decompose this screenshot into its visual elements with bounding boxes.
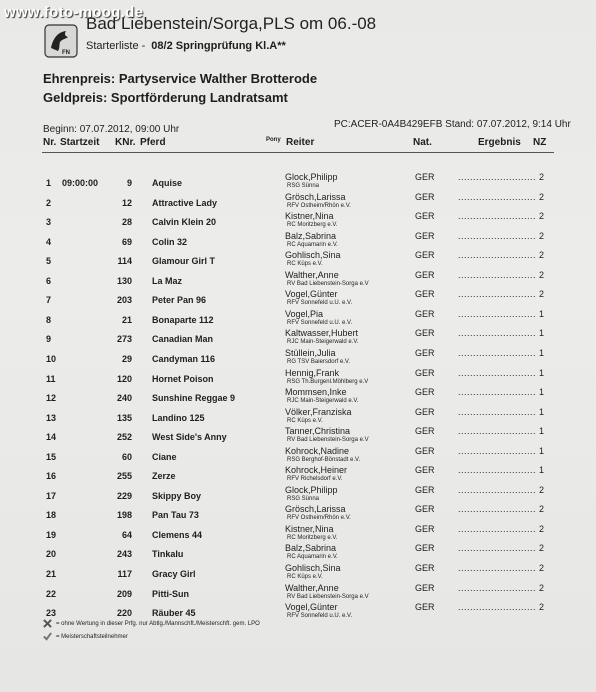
- legend-item: [43, 619, 260, 628]
- nation: GER: [415, 230, 435, 241]
- club-name: RV Bad Liebenstein-Sorga e.V: [287, 593, 369, 600]
- horse-name: Attractive Lady: [152, 197, 218, 208]
- result-placeholder: ..........................: [458, 347, 537, 358]
- nz-value: 2: [539, 504, 545, 515]
- table-row: [0, 563, 596, 583]
- result-placeholder: ..........................: [458, 328, 537, 339]
- nz-value: 2: [539, 230, 545, 241]
- club-name: RC Küps e.V.: [287, 417, 323, 424]
- horse-name: Pan Tau 73: [152, 510, 199, 521]
- start-number: 16: [46, 471, 57, 482]
- result-placeholder: ..........................: [458, 523, 537, 534]
- rider-name: Kaltwasser,Hubert: [285, 328, 359, 339]
- competitor-number: 255: [116, 471, 132, 482]
- honor-prize: Ehrenpreis: Partyservice Walther Brotterode: [43, 71, 318, 86]
- header-nz: NZ: [533, 137, 547, 148]
- rider-name: Stüllein,Julia: [285, 347, 336, 358]
- club-name: RFV Sonnefeld u.U. e.V.: [287, 300, 353, 307]
- competitor-number: 243: [116, 549, 132, 560]
- start-number: 8: [46, 314, 52, 325]
- watermark: www.foto-moog.de: [4, 4, 144, 21]
- club-name: RFV Sonnefeld u.U. e.V.: [287, 319, 353, 326]
- rider-name: Vogel,Pia: [285, 308, 324, 319]
- horse-name: West Side's Anny: [152, 432, 227, 443]
- nz-value: 1: [539, 465, 545, 476]
- competitor-number: 29: [121, 353, 132, 364]
- nz-value: 1: [539, 406, 545, 417]
- nation: GER: [415, 328, 435, 339]
- table-row: [0, 583, 596, 603]
- start-number: 1: [46, 178, 52, 188]
- rider-name: Walther,Anne: [285, 582, 339, 593]
- table-row: [0, 446, 596, 466]
- legend-text: = Meisterschaftsteilnehmer: [56, 634, 128, 641]
- result-placeholder: ..........................: [458, 465, 537, 476]
- club-name: RV Bad Liebenstein-Sorga e.V: [287, 280, 369, 287]
- result-placeholder: ..........................: [458, 602, 537, 613]
- start-number: 15: [46, 451, 57, 462]
- begin-time: Beginn: 07.07.2012, 09:00 Uhr: [43, 124, 180, 135]
- start-number: 2: [46, 197, 52, 208]
- club-name: RC Moritzberg e.V.: [287, 222, 338, 229]
- cross-icon: [43, 619, 52, 628]
- result-placeholder: ..........................: [458, 543, 537, 554]
- rider-name: Mommsen,Inke: [285, 387, 347, 398]
- horse-name: Pitti-Sun: [152, 588, 189, 599]
- table-row: [0, 289, 596, 309]
- competitor-number: 198: [116, 510, 132, 521]
- start-number: 13: [46, 412, 57, 423]
- header-nr: Nr.: [43, 137, 57, 148]
- nz-value: 2: [539, 563, 545, 573]
- start-number: 23: [46, 608, 57, 619]
- competitor-number: 28: [121, 217, 132, 228]
- rider-name: Walther,Anne: [285, 269, 339, 280]
- nation: GER: [415, 347, 435, 358]
- horse-name: Gracy Girl: [152, 569, 196, 579]
- nation: GER: [415, 191, 435, 202]
- start-number: 6: [46, 275, 52, 286]
- result-placeholder: ..........................: [458, 191, 537, 202]
- horse-name: Tinkalu: [152, 549, 184, 560]
- result-placeholder: ..........................: [458, 406, 537, 417]
- nz-value: 1: [539, 328, 545, 339]
- horse-name: Zerze: [152, 471, 176, 482]
- nz-value: 2: [539, 172, 545, 182]
- header-ergebnis: Ergebnis: [478, 137, 521, 148]
- result-placeholder: ..........................: [458, 211, 537, 222]
- start-number: 5: [46, 256, 52, 267]
- fn-logo-icon: [44, 24, 78, 58]
- club-name: RC Moritzberg e.V.: [287, 534, 338, 541]
- nz-value: 2: [539, 484, 545, 495]
- table-row: [0, 231, 596, 251]
- rider-name: Vogel,Günter: [285, 602, 338, 613]
- horse-name: Peter Pan 96: [152, 295, 207, 306]
- horse-name: Ciane: [152, 451, 177, 462]
- table-row: [0, 407, 596, 427]
- result-placeholder: ..........................: [458, 250, 537, 261]
- rider-name: Grösch,Larissa: [285, 191, 346, 202]
- start-number: 10: [46, 353, 57, 364]
- nation: GER: [415, 250, 435, 261]
- event-title: Bad Liebenstein/Sorga,PLS om 06.-08: [86, 14, 377, 33]
- nation: GER: [415, 523, 435, 534]
- nz-value: 1: [539, 445, 545, 456]
- header-divider: [42, 152, 554, 153]
- competitor-number: 60: [121, 451, 132, 462]
- horse-name: Hornet Poison: [152, 373, 214, 384]
- horse-name: Canadian Man: [152, 334, 214, 345]
- nation: GER: [415, 211, 435, 222]
- start-number: 9: [46, 334, 52, 345]
- competitor-number: 69: [121, 236, 132, 247]
- nation: GER: [415, 387, 435, 398]
- club-name: RSG Sünna: [287, 495, 320, 502]
- club-name: RC Aquamarin e.V.: [287, 241, 338, 248]
- start-number: 19: [46, 529, 57, 540]
- table-row: [0, 504, 596, 524]
- nation: GER: [415, 602, 435, 613]
- table-row: [0, 328, 596, 348]
- nz-value: 2: [539, 191, 545, 202]
- nz-value: 2: [539, 269, 545, 280]
- club-name: RV Bad Liebenstein-Sorga e.V: [287, 437, 369, 444]
- competitor-number: 12: [121, 197, 132, 208]
- competitor-number: 252: [116, 432, 132, 443]
- check-icon: [43, 632, 52, 641]
- rider-name: Kohrock,Heiner: [285, 465, 348, 476]
- table-row: [0, 270, 596, 290]
- table-row: [0, 250, 596, 270]
- competitor-number: 64: [121, 529, 132, 540]
- club-name: RC Aquamarin e.V.: [287, 554, 338, 561]
- table-row: [0, 524, 596, 544]
- rider-name: Glock,Philipp: [285, 484, 338, 495]
- competitor-number: 203: [116, 295, 132, 306]
- competitor-number: 240: [116, 393, 132, 404]
- result-placeholder: ..........................: [458, 387, 537, 398]
- horse-name: Bonaparte 112: [152, 314, 214, 325]
- result-placeholder: ..........................: [458, 230, 537, 241]
- nz-value: 2: [539, 543, 545, 554]
- horse-name: Candyman 116: [152, 353, 216, 364]
- club-name: RFV Richelsdorf e.V.: [287, 476, 343, 483]
- rider-name: Glock,Philipp: [285, 172, 338, 182]
- nation: GER: [415, 504, 435, 515]
- nation: GER: [415, 269, 435, 280]
- table-row: [0, 211, 596, 231]
- table-row: [0, 485, 596, 505]
- club-name: RSG Sünna: [287, 183, 320, 189]
- nation: GER: [415, 367, 435, 378]
- horse-name: Aquise: [152, 178, 183, 188]
- rider-name: Balz,Sabrina: [285, 230, 337, 241]
- legend-item: [43, 632, 128, 641]
- club-name: RFV Ostheim/Rhön e.V.: [287, 202, 351, 209]
- start-number: 22: [46, 588, 57, 599]
- header-kno: KNr.: [115, 137, 136, 148]
- result-placeholder: ..........................: [458, 504, 537, 515]
- horse-name: La Maz: [152, 275, 183, 286]
- nation: GER: [415, 308, 435, 319]
- nation: GER: [415, 445, 435, 456]
- horse-name: Sunshine Reggae 9: [152, 393, 236, 404]
- nation: GER: [415, 582, 435, 593]
- competitor-number: 220: [116, 608, 132, 619]
- rider-name: Völker,Franziska: [285, 406, 352, 417]
- table-row: [0, 426, 596, 446]
- nz-value: 1: [539, 387, 545, 398]
- horse-name: Räuber 45: [152, 608, 196, 619]
- rider-name: Kistner,Nina: [285, 211, 334, 222]
- result-placeholder: ..........................: [458, 484, 537, 495]
- nation: GER: [415, 484, 435, 495]
- club-name: RJC Main-Steigerwald e.V.: [287, 339, 359, 346]
- nz-value: 1: [539, 347, 545, 358]
- result-placeholder: ..........................: [458, 308, 537, 319]
- nation: GER: [415, 543, 435, 554]
- start-number: 20: [46, 549, 57, 560]
- start-number: 3: [46, 217, 52, 228]
- rider-name: Kistner,Nina: [285, 523, 334, 534]
- nz-value: 1: [539, 426, 545, 437]
- club-name: RSG Th.Burgenl.Möhlberg e.V: [287, 378, 369, 385]
- svg-text:FN: FN: [62, 50, 70, 56]
- start-number: 18: [46, 510, 57, 521]
- competitor-number: 120: [116, 373, 132, 384]
- rider-name: Gohlisch,Sina: [285, 250, 341, 261]
- result-placeholder: ..........................: [458, 367, 537, 378]
- start-number: 7: [46, 295, 52, 306]
- club-name: RFV Ostheim/Rhön e.V.: [287, 515, 351, 522]
- header-pony: Pony: [266, 137, 281, 143]
- nz-value: 1: [539, 308, 545, 319]
- nation: GER: [415, 426, 435, 437]
- competitor-number: 130: [116, 275, 132, 286]
- table-row: [0, 465, 596, 485]
- horse-name: Landino 125: [152, 412, 205, 423]
- horse-name: Glamour Girl T: [152, 256, 216, 267]
- nz-value: 2: [539, 250, 545, 261]
- rider-name: Hennig,Frank: [285, 367, 340, 378]
- start-number: 17: [46, 490, 57, 501]
- header-pferd: Pferd: [140, 137, 166, 148]
- club-name: RC Küps e.V.: [287, 261, 323, 268]
- header-reiter: Reiter: [286, 137, 315, 148]
- club-name: RJC Main-Steigerwald e.V.: [287, 398, 359, 405]
- start-number: 21: [46, 569, 57, 579]
- competitor-number: 273: [116, 334, 132, 345]
- header-nat: Nat.: [413, 137, 432, 148]
- rider-name: Tanner,Christina: [285, 426, 351, 437]
- competitor-number: 21: [121, 314, 132, 325]
- nz-value: 2: [539, 211, 545, 222]
- competitor-number: 114: [117, 256, 132, 267]
- competition-name: 08/2 Springprüfung Kl.A**: [151, 40, 286, 52]
- competitor-number: 9: [126, 178, 132, 188]
- table-row: [0, 309, 596, 329]
- result-placeholder: ..........................: [458, 269, 537, 280]
- start-number: 14: [46, 432, 57, 443]
- start-number: 11: [46, 373, 56, 384]
- nz-value: 1: [539, 367, 545, 378]
- nz-value: 2: [539, 289, 545, 300]
- table-row: [0, 387, 596, 407]
- nation: GER: [415, 465, 435, 476]
- header-startzeit: Startzeit: [60, 137, 100, 148]
- legend-text: = ohne Wertung in dieser Prfg. nur Abtlg./Mannschft./Meisterschft. gem. LPO: [56, 621, 260, 628]
- nz-value: 2: [539, 523, 545, 534]
- competitor-number: 209: [116, 588, 132, 599]
- rider-name: Grösch,Larissa: [285, 504, 346, 515]
- horse-name: Clemens 44: [152, 529, 203, 540]
- rider-name: Gohlisch,Sina: [285, 563, 341, 573]
- result-placeholder: ..........................: [458, 172, 537, 182]
- club-name: RFV Sonnefeld u.U. e.V.: [287, 613, 353, 620]
- table-row: [0, 192, 596, 212]
- startlist-line: [86, 40, 286, 52]
- horse-name: Calvin Klein 20: [152, 217, 217, 228]
- nation: GER: [415, 289, 435, 300]
- start-number: 4: [46, 236, 52, 247]
- result-placeholder: ..........................: [458, 426, 537, 437]
- money-prize: Geldpreis: Sportförderung Landratsamt: [43, 90, 288, 105]
- club-name: RSG Berghof-Bönstadt e.V.: [287, 456, 361, 463]
- nz-value: 2: [539, 582, 545, 593]
- table-row: [0, 172, 596, 192]
- table-row: [0, 543, 596, 563]
- print-meta: PC:ACER-0A4B429EFB Stand: 07.07.2012, 9:14 Uhr: [334, 119, 571, 130]
- club-name: RG TSV Baiersdorf e.V.: [287, 358, 351, 365]
- result-placeholder: ..........................: [458, 445, 537, 456]
- nation: GER: [415, 563, 435, 573]
- competitor-number: 229: [116, 490, 132, 501]
- start-time: 09:00:00: [62, 178, 99, 188]
- horse-name: Skippy Boy: [152, 490, 202, 501]
- horse-name: Colin 32: [152, 236, 188, 247]
- table-row: [0, 348, 596, 368]
- start-number: 12: [46, 393, 57, 404]
- nz-value: 2: [539, 602, 545, 613]
- competitor-number: 135: [116, 412, 132, 423]
- result-placeholder: ..........................: [458, 289, 537, 300]
- rider-name: Balz,Sabrina: [285, 543, 337, 554]
- result-placeholder: ..........................: [458, 563, 537, 573]
- nation: GER: [415, 172, 435, 182]
- club-name: RC Küps e.V.: [287, 574, 323, 580]
- table-row: [0, 368, 596, 388]
- rider-name: Vogel,Günter: [285, 289, 338, 300]
- rider-name: Kohrock,Nadine: [285, 445, 350, 456]
- result-placeholder: ..........................: [458, 582, 537, 593]
- competitor-number: 117: [117, 569, 132, 579]
- nation: GER: [415, 406, 435, 417]
- startlist-label: Starterliste -: [86, 40, 146, 52]
